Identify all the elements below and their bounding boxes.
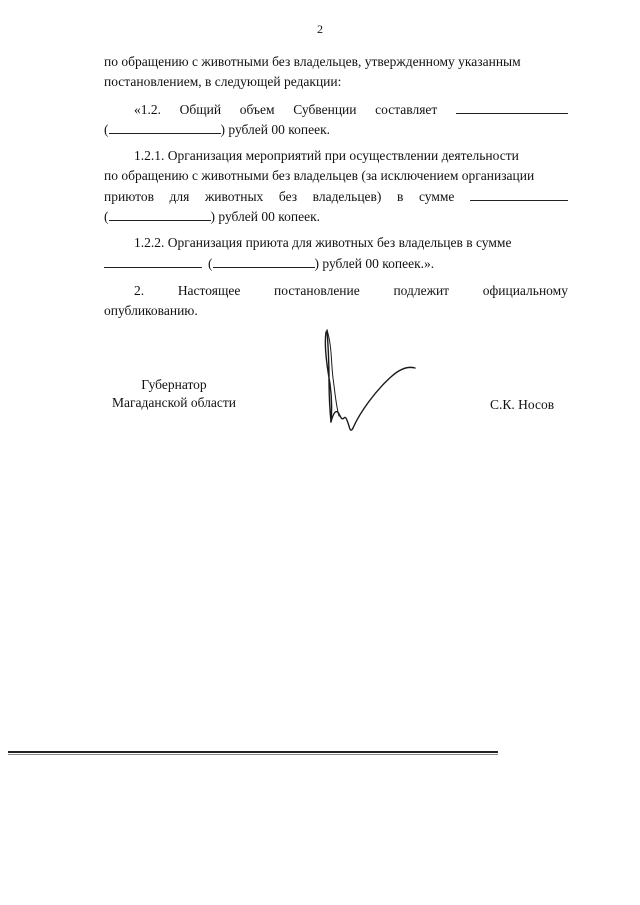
clause-1-2-2-line2 (104, 253, 568, 273)
clause-1-2-1-line1 (104, 146, 568, 166)
signatory-title (104, 376, 244, 412)
word: владельцев) (312, 189, 382, 204)
clause-number: «1.2. (134, 102, 161, 117)
footer-rule-shadow (8, 754, 498, 755)
word: животных (204, 189, 264, 204)
footer-rule (8, 751, 498, 753)
text-line: опубликованию. (104, 303, 198, 318)
word: подлежит (393, 283, 450, 298)
word: официальному (482, 283, 568, 298)
clause-1-2-1-line2 (104, 166, 568, 186)
text-line: постановлением, в следующей редакции: (104, 74, 342, 89)
text-line: по обращению с животными без владельцев (за исключением организации (104, 168, 535, 183)
item-2-line1 (104, 281, 568, 301)
paren-open: ( (104, 122, 109, 137)
word: Настоящее (177, 283, 241, 298)
signatory-title-line1: Губернатор (141, 377, 207, 392)
word: сумме (418, 189, 455, 204)
text-line: по обращению с животными без владельцев, утвержденному указанным (104, 54, 521, 69)
text-line: 1.2.1. Организация мероприятий при осуществлении деятельности (134, 148, 519, 163)
amount-suffix: ) рублей 00 копеек. (210, 209, 321, 224)
word: для (169, 189, 190, 204)
paragraph-line (104, 52, 568, 72)
handwritten-signature (318, 326, 422, 438)
text-line: 1.2.2. Организация приюта для животных без владельцев в сумме (134, 235, 512, 250)
amount-suffix: ) рублей 00 копеек. (220, 122, 331, 137)
page-number: 2 (317, 22, 323, 36)
word: приютов (104, 189, 154, 204)
clause-1-2-1-line3 (104, 186, 568, 206)
clause-1-2-2-line1 (104, 233, 568, 253)
paren-open: ( (104, 209, 109, 224)
word: в (396, 189, 404, 204)
item-2-line2 (104, 301, 568, 321)
word: постановление (274, 283, 360, 298)
amount-blank (456, 99, 568, 114)
paragraph-line (104, 72, 568, 92)
amount-blank (470, 186, 568, 201)
amount-words-blank (109, 206, 211, 221)
word: объем (239, 102, 275, 117)
amount-suffix: ) рублей 00 копеек.». (314, 256, 435, 271)
word: без (278, 189, 298, 204)
item-number: 2. (134, 283, 145, 298)
signer-name: С.К. Носов (490, 397, 555, 412)
document-body (104, 52, 568, 321)
word: составляет (375, 102, 438, 117)
word: Общий (179, 102, 222, 117)
amount-words-blank (109, 119, 221, 134)
clause-1-2-line2 (104, 119, 568, 139)
word: Субвенции (293, 102, 357, 117)
clause-1-2-1-line4 (104, 206, 568, 226)
amount-words-blank (213, 253, 315, 268)
amount-blank (104, 253, 202, 268)
paren-open: ( (208, 256, 213, 271)
clause-1-2-line1 (104, 99, 568, 119)
signatory-title-line2: Магаданской области (112, 395, 236, 410)
